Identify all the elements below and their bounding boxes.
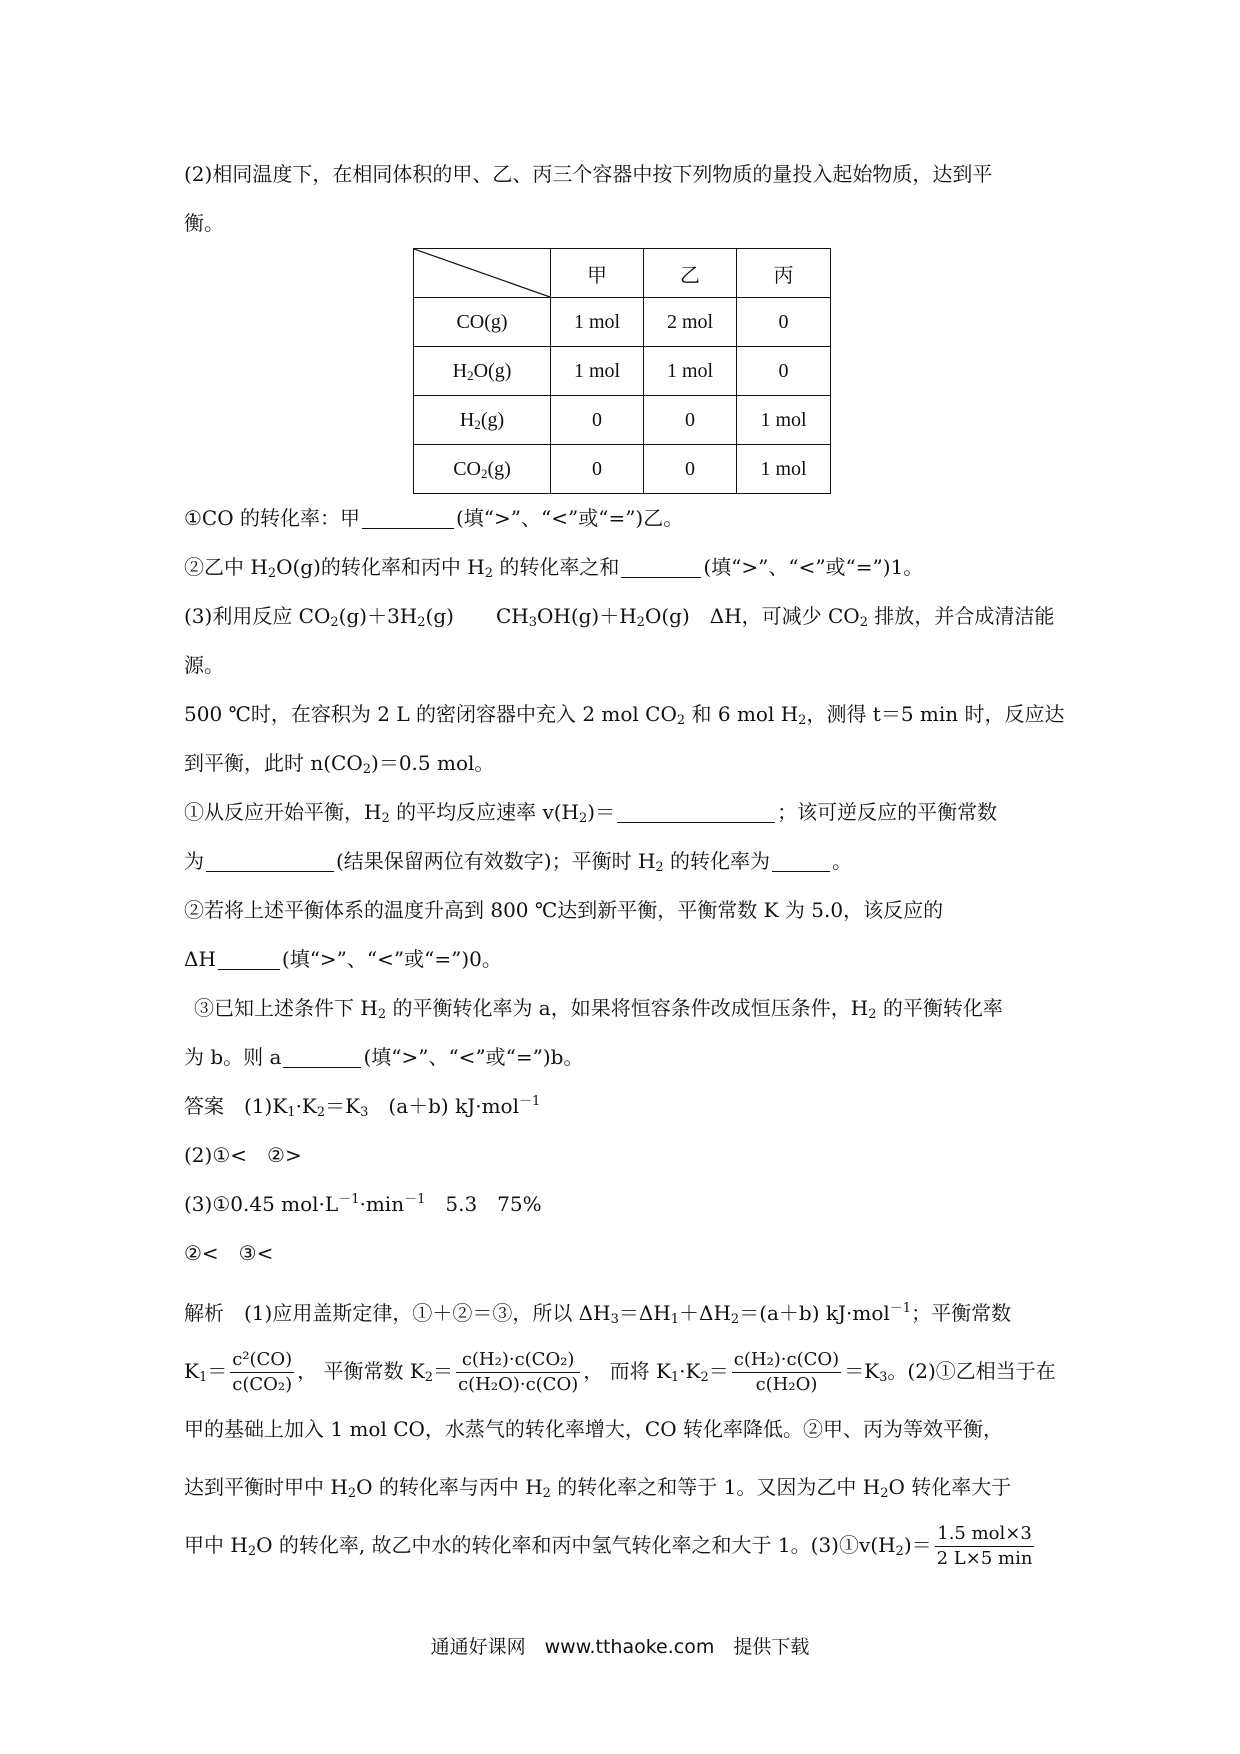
document-page xyxy=(184,150,1066,1574)
table-cell: 0 xyxy=(551,396,644,445)
table-cell: 0 xyxy=(737,347,831,396)
table-cell: 1 mol xyxy=(737,445,831,494)
q3-conditions-line2: 到平衡，此时 $n(CO_2)=0.5$ mol。 xyxy=(184,751,495,777)
table-row-label: CO(g) xyxy=(414,298,551,347)
analysis-line5: 甲中 $H_2O$ 的转化率, 故乙中水的转化率和丙中氢气转化率之和大于 1。$(3)①v(H_2)=$ $\frac{\text{1.5 mol×3}}{2 L\times 5 \min}$ xyxy=(184,1523,1033,1569)
table-cell: 0 xyxy=(644,445,737,494)
table-cell: 1 mol xyxy=(737,396,831,445)
table-cell: 0 xyxy=(644,396,737,445)
initial-amount-table xyxy=(413,248,831,494)
table-header-row xyxy=(414,249,831,298)
analysis-section xyxy=(184,1284,1066,1574)
fraction-k2: $\frac{\text{c(H₂)·c(CO₂)}}{\text{c(H₂O)·c(CO)}}$ xyxy=(458,1349,579,1395)
answer-blank[interactable] xyxy=(283,1045,361,1068)
table-header-bing: 丙 xyxy=(737,249,831,298)
table-header-yi: 乙 xyxy=(644,249,737,298)
q3-sub2-line2: ΔH (填“>”、“<”或“=”)0。 xyxy=(184,947,502,971)
analysis-line1: 解析 (1)应用盖斯定律，①＋②＝③，所以 $\Delta H_3=\Delta H_1+\Delta H_2=(a+b)$ kJ·mol$^{-1}$；平衡常数 xyxy=(184,1301,1012,1327)
table-row-label: $H_2O(g)$ xyxy=(414,347,551,396)
table-header-jia: 甲 xyxy=(551,249,644,298)
table-cell: 2 mol xyxy=(644,298,737,347)
q3-sub3-line2: 为 b。则 a (填“>”、“<”或“=”)b。 xyxy=(184,1045,584,1069)
table-row xyxy=(414,396,831,445)
page-footer: 通通好课网 www.tthaoke.com 提供下载 xyxy=(430,1636,810,1658)
q3-sub1-line2: 为 (结果保留两位有效数字)；平衡时 $H_2$ 的转化率为 。 xyxy=(184,849,853,875)
answer-line2: (2)①< ②> xyxy=(184,1143,302,1167)
table-row-label: $H_2(g)$ xyxy=(414,396,551,445)
table-row xyxy=(414,298,831,347)
fraction-k3: $\frac{\text{c(H₂)·c(CO)}}{\text{c(H₂O)}}$ xyxy=(733,1349,840,1395)
q2-intro-line2: 衡。 xyxy=(184,211,224,235)
analysis-line2: $K_1=$ $\frac{\text{c²(CO)}}{\text{c(CO₂)}}$ ， 平衡常数 $K_2=$ $\frac{\text{c(H₂)·c(CO₂)}}{\text{c(H₂O)·c(CO)}}$ ， 而将 $K_1\cdot K_2=$ $\frac{\text{c(H₂)·c(CO)}}{\text{c(H₂O)}}$ $=K_3$。(2)①乙相当于在 xyxy=(184,1349,1056,1395)
answer-line4: ②< ③< xyxy=(184,1241,274,1265)
analysis-line4: 达到平衡时甲中 $H_2O$ 的转化率与丙中 $H_2$ 的转化率之和等于 1。又因为乙中 $H_2O$ 转化率大于 xyxy=(184,1475,1012,1501)
table-cell: 1 mol xyxy=(551,347,644,396)
q3-sub2-line1: ②若将上述平衡体系的温度升高到 800 ℃达到新平衡，平衡常数 K 为 5.0，该反应的 xyxy=(184,898,944,922)
answer-blank[interactable] xyxy=(206,849,334,872)
answer-blank[interactable] xyxy=(621,555,701,578)
answer-blank[interactable] xyxy=(218,947,280,970)
table-row xyxy=(414,347,831,396)
answer-line3: (3)①0.45 $mol\cdot L^{-1}\cdot\min^{-1}$ 5.3 75% xyxy=(184,1192,542,1216)
q3-reaction-line: (3)利用反应 $CO_2(g)+3H_2(g)$ $CH_3OH(g)+H_2O(g)$ ΔH，可减少 $CO_2$ 排放，并合成清洁能 xyxy=(184,604,1055,630)
answer-blank[interactable] xyxy=(617,800,775,823)
q3-conditions-line1: 500 ℃时，在容积为 2 L 的密闭容器中充入 2 mol $CO_2$ 和 6 mol $H_2$，测得 t＝5 min 时，反应达 xyxy=(184,702,1065,728)
analysis-line3: 甲的基础上加入 1 mol CO，水蒸气的转化率增大，CO 转化率降低。②甲、丙为等效平衡， xyxy=(184,1417,1003,1441)
table-row-label: $CO_2(g)$ xyxy=(414,445,551,494)
answer-blank[interactable] xyxy=(772,849,830,872)
q3-reaction-line2: 源。 xyxy=(184,653,224,677)
q2-sub2: ②乙中 $H_2O(g)$的转化率和丙中 $H_2$ 的转化率之和 (填“>”、“<”或“=”)1。 xyxy=(184,555,924,581)
fraction-rate: $\frac{\text{1.5 mol×3}}{2 L\times 5 \min}$ xyxy=(936,1523,1033,1569)
table-cell: 0 xyxy=(551,445,644,494)
table-cell: 0 xyxy=(737,298,831,347)
diagonal-line xyxy=(414,249,550,297)
table-cell: 1 mol xyxy=(644,347,737,396)
fraction-k1: $\frac{\text{c²(CO)}}{\text{c(CO₂)}}$ xyxy=(232,1349,293,1395)
q2-intro-line1: (2)相同温度下，在相同体积的甲、乙、丙三个容器中按下列物质的量投入起始物质，达到平 xyxy=(184,162,993,186)
answer-blank[interactable] xyxy=(362,506,454,529)
q3-sub3-line1: ③已知上述条件下 $H_2$ 的平衡转化率为 a，如果将恒容条件改成恒压条件，$H_2$ 的平衡转化率 xyxy=(194,996,1003,1022)
answer-line1: 答案 $(1)K_1\cdot K_2=K_3$ (a＋b) kJ·mol$^{-1}$ xyxy=(184,1094,541,1120)
table-cell: 1 mol xyxy=(551,298,644,347)
q2-sub1: ①CO 的转化率：甲 (填“>”、“<”或“=”)乙。 xyxy=(184,506,684,530)
q3-sub1-line1: ①从反应开始平衡，$H_2$ 的平均反应速率 $v(H_2)=$ ；该可逆反应的平衡常数 xyxy=(184,800,998,826)
table-corner-cell xyxy=(414,249,551,298)
table-row xyxy=(414,445,831,494)
